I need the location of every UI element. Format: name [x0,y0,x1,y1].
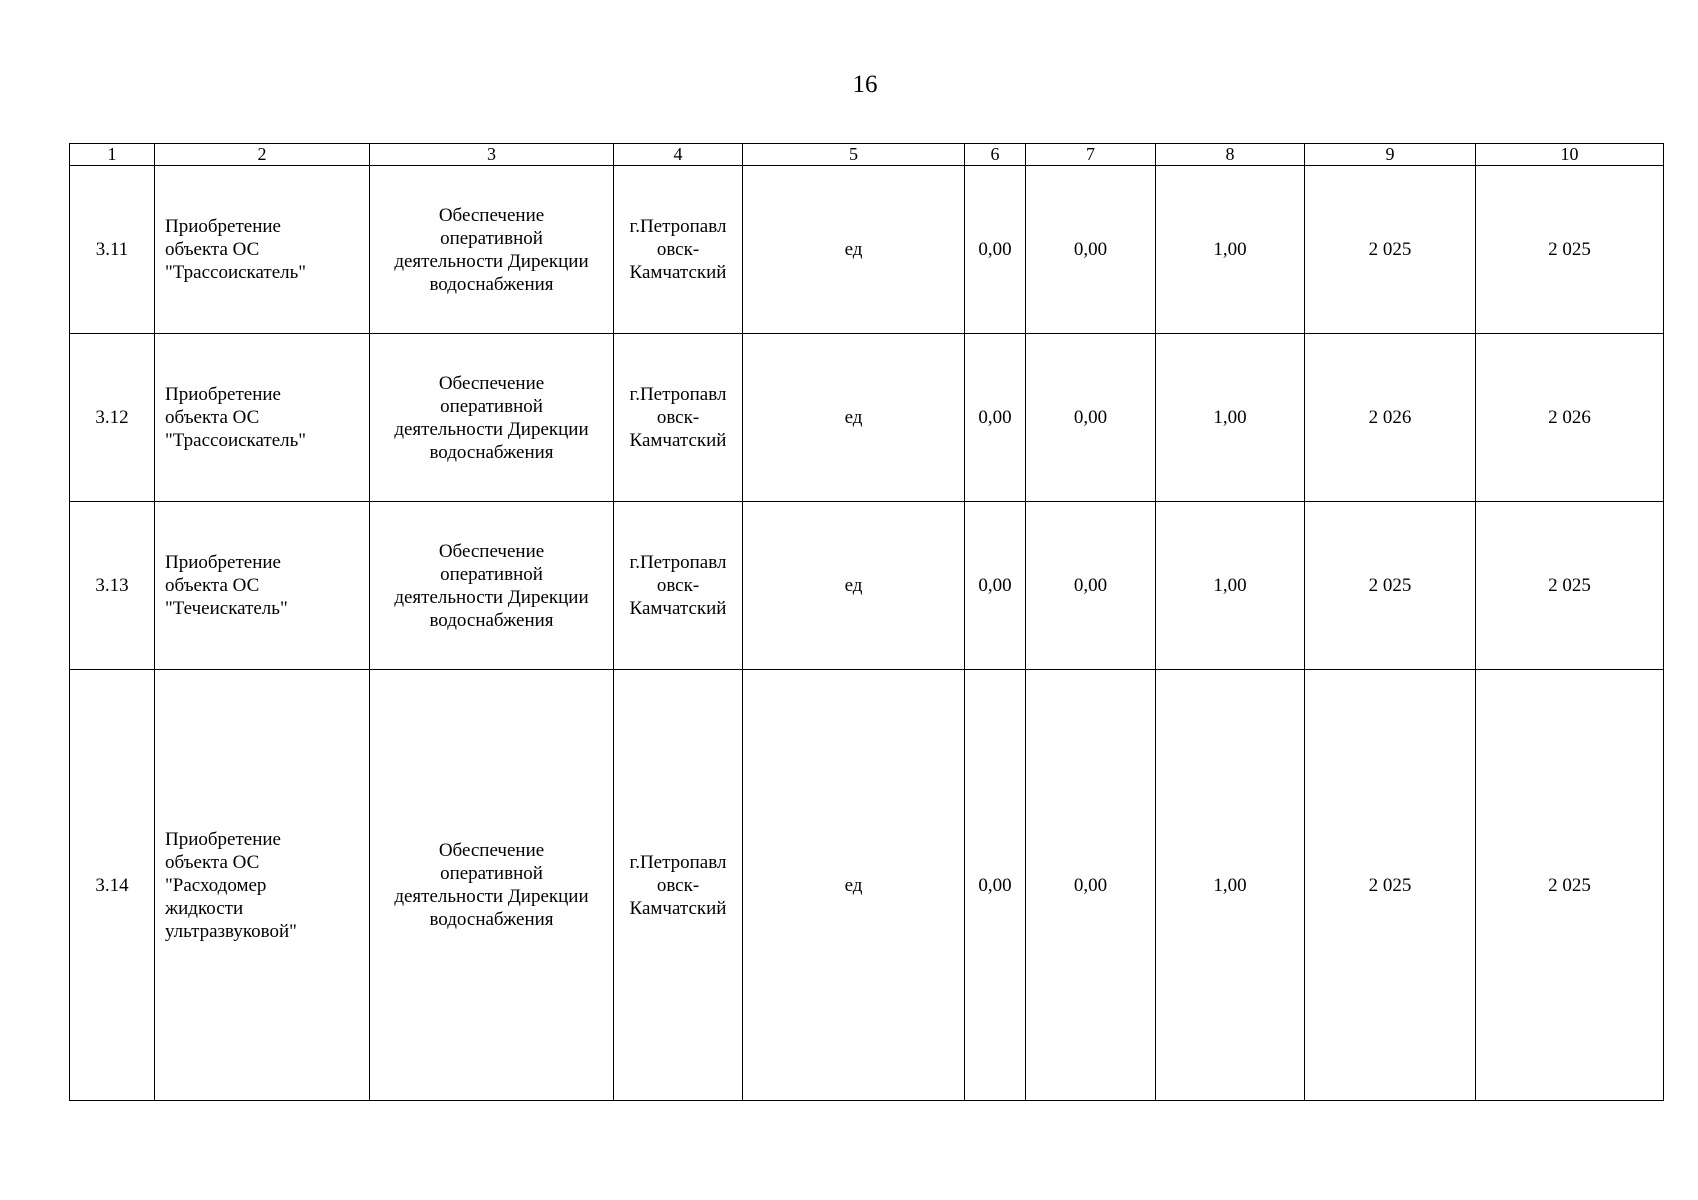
column-number: 2 [155,144,370,166]
column-number: 1 [70,144,155,166]
column-number: 8 [1156,144,1305,166]
item-location-line: овск- [656,874,700,896]
item-name [155,166,370,334]
item-number: 3.12 [70,334,155,502]
item-purpose-line: водоснабжения [429,609,554,631]
item-name-line: "Трассоискатель" [165,262,307,283]
item-purpose-line: Обеспечение [438,204,545,226]
item-location [614,166,743,334]
item-name-line: Приобретение [165,552,281,573]
item-purpose-line: Обеспечение [438,372,545,394]
item-name-line: Приобретение [165,828,281,850]
item-purpose-line: Обеспечение [438,540,545,562]
item-value-col8: 1,00 [1156,334,1305,502]
item-location-line: Камчатский [629,598,727,619]
item-purpose-line: деятельности Дирекции [394,250,589,272]
item-purpose-line: Обеспечение [438,840,545,861]
item-purpose [370,502,614,670]
column-number: 9 [1305,144,1476,166]
item-name-line: "Трассоискатель" [165,430,307,451]
item-value-col8: 1,00 [1156,502,1305,670]
column-number: 10 [1476,144,1664,166]
item-purpose-line: водоснабжения [429,273,554,295]
item-year-start: 2 025 [1305,502,1476,670]
item-value-col8: 1,00 [1156,670,1305,1101]
item-location [614,334,743,502]
item-unit: ед [743,502,965,670]
item-purpose [370,670,614,1101]
item-location [614,502,743,670]
item-location-line: Камчатский [629,897,727,919]
item-value-col8: 1,00 [1156,166,1305,334]
item-name [155,334,370,502]
item-location-line: Камчатский [629,430,727,451]
item-location-line: г.Петропавл [629,851,727,873]
item-location-line: г.Петропавл [629,216,727,237]
item-purpose-line: водоснабжения [429,909,554,930]
item-number: 3.14 [70,670,155,1101]
item-year-start: 2 025 [1305,166,1476,334]
item-year-end: 2 025 [1476,166,1664,334]
item-name-line: объекта ОС [165,239,260,260]
item-year-end: 2 025 [1476,670,1664,1101]
item-purpose-line: деятельности Дирекции [394,418,589,440]
item-value-col7: 0,00 [1026,166,1156,334]
item-name-line: Приобретение [165,216,281,237]
item-name-line: объекта ОС [165,407,260,428]
table-row [70,166,1664,334]
item-value-col6: 0,00 [965,502,1026,670]
column-number: 4 [614,144,743,166]
item-location-line: г.Петропавл [629,384,727,405]
item-purpose-line: оперативной [440,563,543,585]
item-value-col6: 0,00 [965,670,1026,1101]
item-location-line: Камчатский [629,262,727,283]
item-year-start: 2 025 [1305,670,1476,1101]
column-number: 3 [370,144,614,166]
item-purpose-line: оперативной [440,227,543,249]
item-location-line: овск- [656,407,700,428]
item-unit: ед [743,670,965,1101]
item-name-line: "Расходомер [165,874,267,896]
item-value-col7: 0,00 [1026,670,1156,1101]
item-name-line: объекта ОС [165,851,260,873]
item-purpose [370,334,614,502]
item-value-col7: 0,00 [1026,502,1156,670]
column-number: 6 [965,144,1026,166]
item-number: 3.11 [70,166,155,334]
item-value-col6: 0,00 [965,334,1026,502]
item-unit: ед [743,166,965,334]
table-row [70,670,1664,1101]
item-purpose-line: деятельности Дирекции [394,886,589,907]
item-purpose-line: водоснабжения [429,441,554,463]
item-value-col7: 0,00 [1026,334,1156,502]
item-purpose-line: деятельности Дирекции [394,586,589,608]
item-name [155,670,370,1101]
item-value-col6: 0,00 [965,166,1026,334]
column-number-row [70,144,1664,166]
item-name-line: жидкости [165,897,244,919]
item-purpose-line: оперативной [440,863,543,884]
item-name [155,502,370,670]
table-row [70,334,1664,502]
item-year-start: 2 026 [1305,334,1476,502]
item-name-line: объекта ОС [165,575,260,596]
table-row [70,502,1664,670]
item-location-line: овск- [656,239,700,260]
page-number: 16 [852,71,878,98]
item-year-end: 2 026 [1476,334,1664,502]
item-purpose [370,166,614,334]
item-name-line: ультразвуковой" [165,920,297,942]
item-name-line: "Течеискатель" [165,598,288,619]
item-unit: ед [743,334,965,502]
item-location-line: г.Петропавл [629,552,727,573]
column-number: 5 [743,144,965,166]
item-number: 3.13 [70,502,155,670]
item-location-line: овск- [656,575,700,596]
column-number: 7 [1026,144,1156,166]
item-year-end: 2 025 [1476,502,1664,670]
item-location [614,670,743,1101]
item-name-line: Приобретение [165,384,281,405]
item-purpose-line: оперативной [440,395,543,417]
data-table [69,143,1664,1101]
